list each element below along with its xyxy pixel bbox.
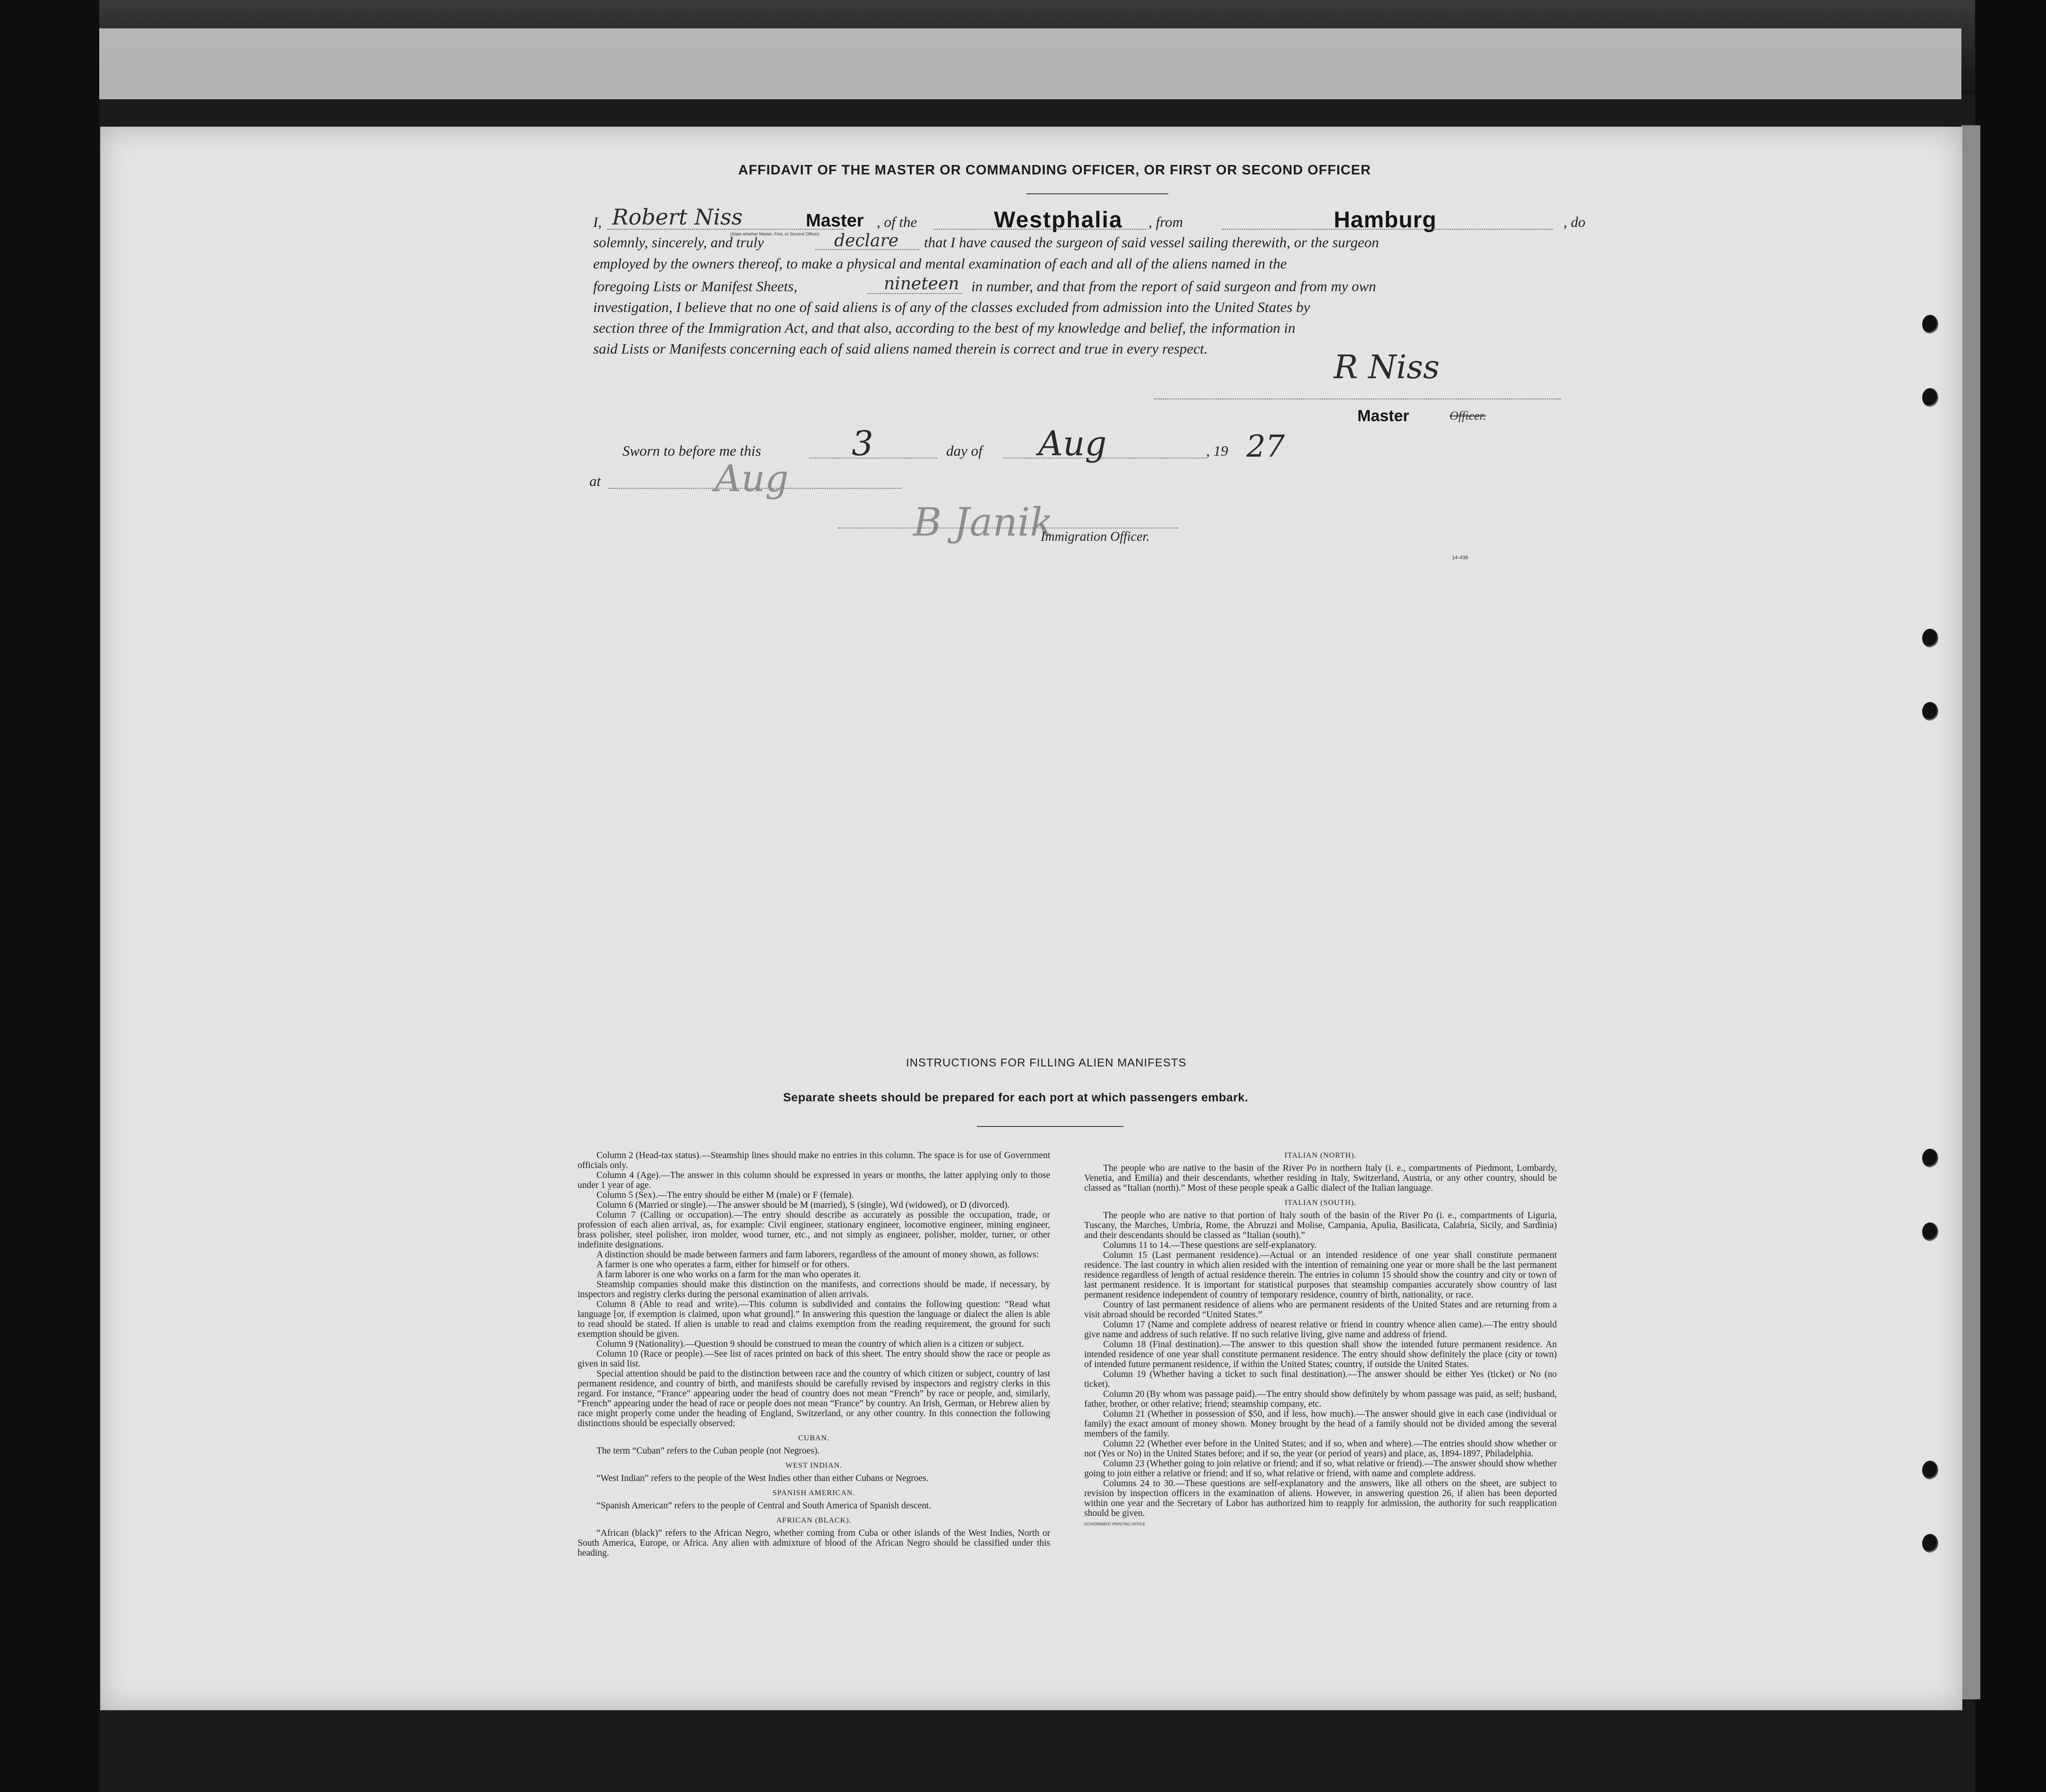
solemnly-text: solemnly, sincerely, and truly bbox=[593, 234, 764, 251]
instruction-paragraph: Column 2 (Head-tax status).—Steamship lines should make no entries in this column. The space is for use of Government officials only. bbox=[578, 1151, 1050, 1170]
punch-hole bbox=[1922, 388, 1938, 407]
cuban-heading: CUBAN. bbox=[798, 1434, 829, 1442]
instruction-paragraph: Column 8 (Able to read and write).—This column is subdivided and contains the following question: “Read what language [or, if exemption is claimed, upon what ground].” In answering this question the language or dialect the alien is able to read should be stated. If alien is unable to read and claims exemption from the reading requirement, the ground for such exemption should be given. bbox=[578, 1299, 1050, 1339]
instruction-paragraph: Columns 11 to 14.—These questions are self-explanatory. bbox=[1103, 1240, 1317, 1250]
instructions-right-column bbox=[1084, 1151, 1557, 1529]
instruction-paragraph: Column 15 (Last permanent residence).—Actual or an intended residence of one year shall constitute permanent residence. The last country in which alien resided with the intention of remaining one year or more shall be the last permanent residence regardless of length of actual residence therein. The entries in column 15 should show the country and city or town of last permanent residence. It is important for statistical purposes that steamship companies accurately show country of last permanent residence independent of country of temporary residence, country of birth, nationality, or race. bbox=[1084, 1250, 1557, 1300]
line4-start: foregoing Lists or Manifest Sheets, bbox=[593, 278, 797, 294]
manifest-page bbox=[100, 127, 1962, 1710]
sheet-count-handwritten: nineteen bbox=[884, 274, 959, 294]
of-the-word: , of the bbox=[877, 214, 917, 230]
port-stamp: Hamburg bbox=[1334, 208, 1437, 233]
african-text: “African (black)” refers to the African Negro, whether coming from Cuba or other islands of the West Indies, North or South America, Europe, or Africa. Any alien with admixture of blood of the African Negro should be classified under this heading. bbox=[578, 1528, 1050, 1558]
instruction-paragraph: Column 5 (Sex).—The entry should be either M (male) or F (female). bbox=[596, 1190, 854, 1200]
west-indian-text: “West Indian” refers to the people of the West Indies other than either Cubans or Negroes. bbox=[596, 1473, 929, 1483]
spanish-american-heading: SPANISH AMERICAN. bbox=[772, 1489, 855, 1497]
instruction-paragraph: A farmer is one who operates a farm, either for himself or for others. bbox=[596, 1260, 850, 1270]
west-indian-heading: WEST INDIAN. bbox=[785, 1462, 843, 1470]
instruction-paragraph: Column 10 (Race or people).—See list of races printed on back of this sheet. The entry should show the race or people as given in said list. bbox=[578, 1349, 1050, 1369]
cuban-text: The term “Cuban” refers to the Cuban people (not Negroes). bbox=[596, 1446, 820, 1456]
sworn-day-handwritten: 3 bbox=[852, 424, 873, 463]
punch-hole bbox=[1922, 629, 1938, 648]
i-word: I, bbox=[593, 214, 602, 230]
day-of-word: day of bbox=[946, 442, 983, 459]
instruction-paragraph: Column 22 (Whether ever before in the United States; and if so, when and where).—The entries should show whether or not (Yes or No) in the United States before; and if so, the year (or period of years) and place, as, 1894-1897, Philadelphia. bbox=[1084, 1439, 1557, 1459]
instruction-paragraph: Column 18 (Final destination).—The answer to this question shall show the intended future permanent residence. An intended residence of one year shall constitute permanent residence. The entry should show definitely the place (city or town) of intended future permanent residence, if within the United States; country, if outside the United States. bbox=[1084, 1340, 1557, 1369]
at-word: at bbox=[589, 473, 601, 489]
line2-text: that I have caused the surgeon of said vessel sailing therewith, or the surgeon bbox=[924, 234, 1379, 251]
instruction-paragraph: Country of last permanent residence of aliens who are permanent residents of the United States and are returning from a visit abroad should be recorded “United States.” bbox=[1084, 1300, 1557, 1320]
at-place-handwritten: Aug bbox=[715, 458, 789, 500]
instruction-paragraph: Columns 24 to 30.—These questions are self-explanatory and the answers, like all others on the sheet, are subject to revision by inspection officers in the examination of aliens. However, in answering question 26, if alien has been deported within one year and the Secretary of Labor has authorized him to reapply for admission, the authority for such reapplication should be given. bbox=[1084, 1479, 1557, 1518]
rank-note: (State whether Master, First, or Second Officer) bbox=[730, 232, 820, 236]
instructions-rule bbox=[977, 1126, 1123, 1127]
port-blank bbox=[1222, 229, 1553, 230]
film-frame-left bbox=[0, 0, 99, 1792]
italian-south-heading: ITALIAN (SOUTH). bbox=[1285, 1199, 1356, 1207]
title-rule bbox=[1027, 193, 1168, 194]
signer-rank-struck: Officer. bbox=[1450, 409, 1486, 423]
punch-hole bbox=[1922, 1222, 1938, 1241]
declare-blank bbox=[815, 249, 919, 250]
instructions-left-column bbox=[578, 1151, 1050, 1560]
paper-top-strip bbox=[71, 28, 1961, 99]
affidavit-title: AFFIDAVIT OF THE MASTER OR COMMANDING OFFICER, OR FIRST OR SECOND OFFICER bbox=[738, 163, 1371, 178]
vessel-stamp: Westphalia bbox=[994, 208, 1123, 233]
punch-hole bbox=[1922, 1149, 1938, 1168]
line4-rest: in number, and that from the report of said surgeon and from my own bbox=[971, 278, 1376, 294]
count-blank bbox=[867, 293, 962, 294]
affidavit-line-5: investigation, I believe that no one of said aliens is of any of the classes excluded from admission into the United States by bbox=[593, 299, 1310, 315]
punch-hole bbox=[1922, 1461, 1938, 1480]
master-signature: R Niss bbox=[1334, 349, 1440, 386]
affidavit-line-6: section three of the Immigration Act, and that also, according to the best of my knowledge and belief, the information in bbox=[593, 320, 1295, 336]
italian-south-text: The people who are native to that portion of Italy south of the basin of the River Po (i. e., compartments of Liguria, Tuscany, the Marches, Umbria, Rome, the Abruzzi and Molise, Campania, Apulia, Basilicata, Calabria, Sicily, and Sardinia) and their descendants should be classed as “Italian (south).” bbox=[1084, 1211, 1557, 1240]
form-number: 14-438 bbox=[1452, 555, 1468, 561]
instruction-paragraph: Special attention should be paid to the distinction between race and the country of which citizen or subject, country of last permanent residence, and country of birth, and manifests should be carefully revised by inspectors and registry clerks in this regard. For instance, “France” appearing under the head of country does not mean “French” by race or people, and, similarly, “French” appearing under the head of race or people does not mean “France” by country. An Irish, German, or Hebrew alien by race might properly come under the heading of England, Switzerland, or any other country. In this connection the following distinctions should be especially observed: bbox=[578, 1369, 1050, 1428]
instruction-paragraph: Column 9 (Nationality).—Question 9 should be construed to mean the country of which alien is a citizen or subject. bbox=[596, 1339, 1024, 1349]
instruction-paragraph: Column 6 (Married or single).—The answer should be M (married), S (single), Wd (widowed), or D (divorced). bbox=[596, 1200, 1010, 1210]
instruction-paragraph: Column 4 (Age).—The answer in this column should be expressed in years or months, the latter applying only to those under 1 year of age. bbox=[578, 1170, 1050, 1190]
instruction-paragraph: Column 23 (Whether going to join relative or friend; and if so, what relative or friend).—The answer should show whether going to join either a relative or friend; and if so, what relative or friend, with name and complete address. bbox=[1084, 1459, 1557, 1479]
instruction-paragraph: Column 7 (Calling or occupation).—The entry should describe as accurately as possible the occupation, trade, or profession of each alien arrival, as, for example: Civil engineer, stationary engineer, locomotive engineer, mining engineer, brass polisher, steel polisher, iron molder, wood turner, etc., and not simply as engineer, polisher, molder, turner, or other indefinite designations. bbox=[578, 1210, 1050, 1250]
instruction-paragraph: Column 17 (Name and complete address of nearest relative or friend in country whence alien came).—The entry should give name and address of such relative. If no such relative living, give name and address of friend. bbox=[1084, 1320, 1557, 1340]
affidavit-line-4 bbox=[593, 276, 1609, 298]
affidavit-line-3: employed by the owners thereof, to make a physical and mental examination of each and all of the aliens named in the bbox=[593, 255, 1287, 272]
year-prefix: , 19 bbox=[1206, 442, 1228, 459]
italian-north-heading: ITALIAN (NORTH). bbox=[1284, 1151, 1357, 1160]
year-handwritten: 27 bbox=[1246, 429, 1285, 464]
instruction-paragraph: Steamship companies should make this distinction on the manifests, and corrections should be made, if necessary, by inspectors and registry clerks during the personal examination of alien arrivals. bbox=[578, 1280, 1050, 1299]
instruction-paragraph: Column 21 (Whether in possession of $50, and if less, how much).—The answer should give in each case (individual or family) the exact amount of money shown. Money brought by the head of a family should not be divided among the several members of the family. bbox=[1084, 1409, 1557, 1439]
film-frame-right bbox=[1975, 0, 2046, 1792]
sworn-month-handwritten: Aug bbox=[1038, 424, 1107, 463]
punch-hole bbox=[1922, 1534, 1938, 1553]
affidavit-line-2 bbox=[593, 232, 1609, 254]
spanish-american-text: “Spanish American” refers to the people of Central and South America of Spanish descent. bbox=[596, 1501, 932, 1511]
page-edge-shadow bbox=[1961, 125, 1980, 1699]
master-name-handwritten: Robert Niss bbox=[612, 204, 743, 230]
instruction-paragraph: Column 20 (By whom was passage paid).—The entry should show definitely by whom passage was paid, as self; husband, father, brother, or other relative; friend; steamship company, etc. bbox=[1084, 1389, 1557, 1409]
do-word: , do bbox=[1563, 214, 1586, 230]
sworn-prefix: Sworn to before me this bbox=[622, 442, 761, 459]
printer-note: GOVERNMENT PRINTING OFFICE bbox=[1084, 1522, 1146, 1526]
instruction-paragraph: A farm laborer is one who works on a farm for the man who operates it. bbox=[596, 1270, 861, 1280]
signature-line bbox=[1154, 398, 1561, 399]
african-heading: AFRICAN (BLACK). bbox=[776, 1516, 852, 1524]
instruction-paragraph: A distinction should be made between farmers and farm laborers, regardless of the amount of money shown, as follows: bbox=[596, 1250, 1039, 1260]
signer-rank-stamp: Master bbox=[1357, 407, 1409, 425]
from-word: , from bbox=[1148, 214, 1183, 230]
officer-title: Immigration Officer. bbox=[1041, 529, 1150, 544]
affidavit-line-7: said Lists or Manifests concerning each of said aliens named therein is correct and true in every respect. bbox=[593, 340, 1208, 357]
rank-stamp: Master bbox=[806, 211, 864, 231]
declare-handwritten: declare bbox=[834, 231, 899, 251]
punch-hole bbox=[1922, 315, 1938, 334]
vessel-blank bbox=[933, 229, 1146, 230]
punch-hole bbox=[1922, 702, 1938, 721]
italian-north-text: The people who are native to the basin of the River Po in northern Italy (i. e., compartments of Piedmont, Lombardy, Venetia, and Emilia) and their descendants, whether residing in Italy, Switzerland, Austria, or any other country, should be classed as “Italian (north).” Most of these people speak a Gallic dialect of the Italian language. bbox=[1084, 1163, 1557, 1193]
instructions-subtitle: Separate sheets should be prepared for each port at which passengers embark. bbox=[783, 1091, 1249, 1104]
instruction-paragraph: Column 19 (Whether having a ticket to such final destination).—The answer should be either Yes (ticket) or No (no ticket). bbox=[1084, 1369, 1557, 1389]
officer-signature: B Janik bbox=[913, 500, 1053, 545]
instructions-title: INSTRUCTIONS FOR FILLING ALIEN MANIFESTS bbox=[906, 1056, 1187, 1069]
